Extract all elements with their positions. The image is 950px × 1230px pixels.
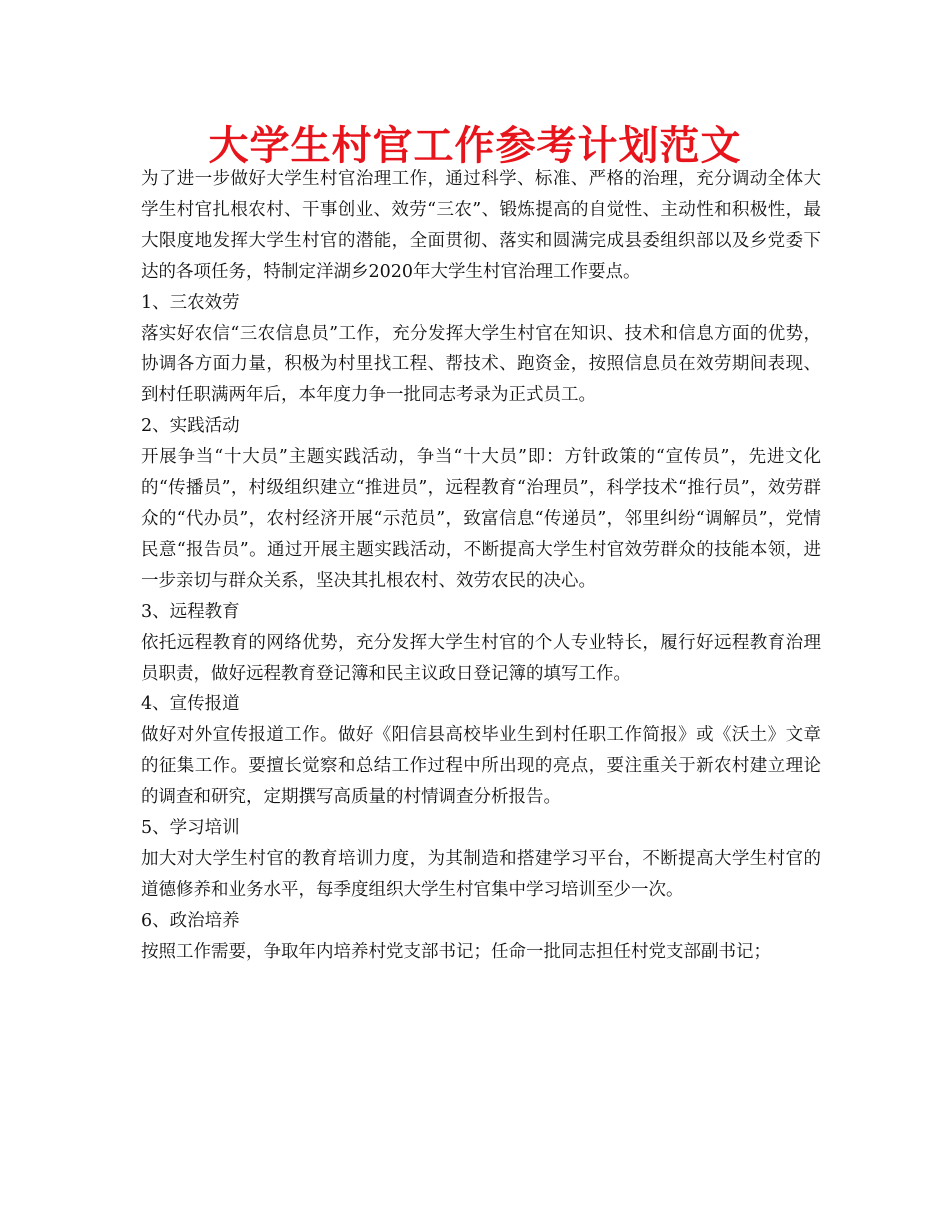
section-text: 加大对大学生村官的教育培训力度，为其制造和搭建学习平台，不断提高大学生村官的道德修养和业务水平，每季度组织大学生村官集中学习培训至少一次。 (141, 848, 821, 900)
section-text: 按照工作需要，争取年内培养村党支部书记；任命一批同志担任村党支部副书记； (141, 941, 771, 962)
intro-paragraph: 为了进一步做好大学生村官治理工作，通过科学、标准、严格的治理，充分调动全体大学生村官扎根农村、干事创业、效劳“三农”、锻炼提高的自觉性、主动性和积极性，最大限度地发挥大学生村官的潜能，全面贯彻、落实和圆满完成县委组织部以及乡党委下达的各项任务，特制定洋湖乡2020年大学生村官治理工作要点。 (141, 169, 821, 282)
document-title: 大学生村官工作参考计划范文 (208, 123, 742, 169)
section-heading: 3、远程教育 (141, 601, 240, 622)
document-body (141, 164, 821, 968)
section-heading: 6、政治培养 (141, 910, 240, 931)
section-heading: 4、宣传报道 (141, 694, 240, 715)
section-heading: 5、学习培训 (141, 818, 240, 839)
section-heading: 2、实践活动 (141, 416, 240, 437)
section-text: 落实好农信“三农信息员”工作，充分发挥大学生村官在知识、技术和信息方面的优势，协调各方面力量，积极为村里找工程、帮技术、跑资金，按照信息员在效劳期间表现、到村任职满两年后，本年度力争一批同志考录为正式员工。 (141, 323, 821, 406)
section-text: 做好对外宣传报道工作。做好《阳信县高校毕业生到村任职工作简报》或《沃土》文章的征集工作。要擅长觉察和总结工作过程中所出现的亮点，要注重关于新农村建立理论的调查和研究，定期撰写高质量的村情调查分析报告。 (141, 725, 821, 808)
section-text: 依托远程教育的网络优势，充分发挥大学生村官的个人专业特长，履行好远程教育治理员职责，做好远程教育登记簿和民主议政日登记簿的填写工作。 (141, 632, 821, 684)
section-text: 开展争当“十大员”主题实践活动，争当“十大员”即：方针政策的“宣传员”，先进文化的“传播员”，村级组织建立“推进员”，远程教育“治理员”，科学技术“推行员”，效劳群众的“代办员”，农村经济开展“示范员”，致富信息“传递员”，邻里纠纷“调解员”，党情民意“报告员”。通过开展主题实践活动，不断提高大学生村官效劳群众的技能本领，进一步亲切与群众关系，坚决其扎根农村、效劳农民的决心。 (141, 447, 821, 591)
section-heading: 1、三农效劳 (141, 292, 240, 313)
